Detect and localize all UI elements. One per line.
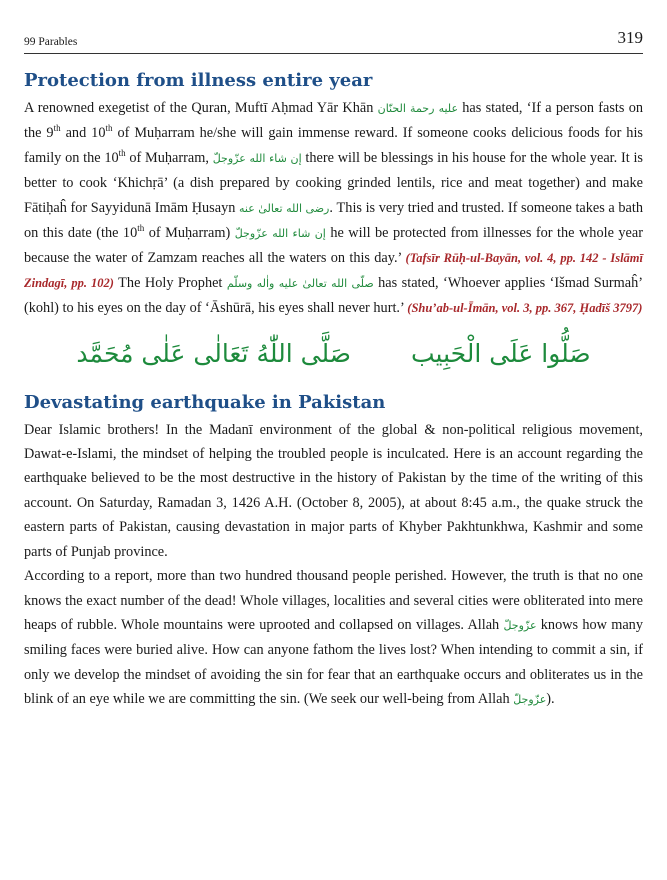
superscript: th (137, 223, 145, 234)
citation: (Tafsīr Rūḥ-ul-Bayān, vol. 4, pp. 142 - Islāmī Zindagī, pp. 102) (24, 251, 643, 290)
text: of Muḥarram, (125, 149, 213, 166)
arabic-supplication: إن شاء الله عزّوجلّ (212, 151, 302, 165)
running-header (24, 28, 643, 54)
page-content (24, 70, 643, 713)
text: . This is very tried and trusted. If someone takes a bath on this date (the 10 (24, 199, 643, 242)
salat-calligraphy (24, 339, 643, 368)
paragraph-earthquake-1: Dear Islamic brothers! In the Madanī environment of the global & non-political religious movement, Dawat-e-Islami, the mindset of helping the troubled people is inculcated. Here is an account regarding the earthquake believed to be the most destructive in the history of Pakistan by the time of the writing of this account. On Saturday, Ramadan 3, 1426 A.H. (October 8, 2005), at about 8:45 a.m., the quake struck the eastern parts of Pakistan, causing devastation in major parts of Khyber Pakhtunkhwa, Kashmir and some parts of Punjab province. (24, 421, 643, 560)
text: he will be protected from illnesses for the whole year because the water of Zamzam reaches all the waters on this day.’ (24, 225, 644, 267)
text: ). (546, 691, 555, 708)
arabic-supplication: عزّوجلّ (513, 693, 547, 707)
page-number: 319 (617, 28, 643, 47)
section-heading-earthquake: Devastating earthquake in Pakistan (24, 391, 386, 413)
text: has stated, ‘If a person fasts on the 9 (24, 100, 644, 142)
arabic-supplication: رضی الله تعالیٰ عنه (238, 201, 330, 215)
paragraph-protection (24, 96, 643, 321)
paragraph-earthquake-2 (24, 564, 643, 712)
text: and 10 (60, 125, 106, 142)
text: The Holy Prophet (113, 274, 227, 291)
text: A renowned exegetist of the Quran, Muftī Aḥmad Yār Khān (24, 100, 378, 116)
salat-text-right: صَلُّوا عَلَى الْحَبِيب (410, 338, 591, 368)
arabic-supplication: صلّى الله تعالیٰ علیه واٰله وسلّم (226, 276, 374, 290)
arabic-supplication: إن شاء الله عزّوجلّ (234, 227, 326, 241)
text: there will be blessings in his house for the whole year. It is better to cook ‘Khichṛā’ (a dish prepared by cooking grinded lentils, rice and meat together) and make Fātiḥaĥ for Sayyidunā Imām Ḥusayn (24, 149, 643, 216)
text: of Muḥarram he/she will gain immense reward. If someone cooks delicious foods for his family on the 10 (24, 125, 643, 166)
superscript: th (118, 148, 126, 159)
text: has stated, ‘Whoever applies ‘Išmad Surmaĥ’ (kohl) to his eyes on the day of ‘Āshūrā, his eyes shall never hurt.’ (24, 274, 644, 317)
arabic-supplication: عليه رحمة الحنّان (377, 102, 459, 115)
text: According to a report, more than two hundred thousand people perished. However, the truth is that no one knows the exact number of the dead! Whole villages, localities and several cities were obliterated into mere heaps of rubble. Whole mountains were uprooted and collapsed on villages. Allah (24, 568, 643, 633)
arabic-supplication: عزّوجلّ (503, 618, 537, 632)
citation: (Shu’ab-ul-Īmān, vol. 3, pp. 367, Ḥadīš 3797) (407, 301, 643, 316)
salat-text-left: صَلَّى اللّٰهُ تَعَالٰى عَلٰى مُحَمَّد (76, 338, 351, 368)
section-heading-protection: Protection from illness entire year (24, 70, 373, 91)
book-title: 99 Parables (24, 36, 78, 48)
text: knows how many smiling faces were buried alive. How can anyone fathom the lives lost? When intending to commit a sin, if only we develop the mindset of avoiding the sin for fear that an earthquake occurs and obliterates us in the blink of an eye while we are committing the sin. (We seek our well-being from Allah (24, 616, 643, 708)
text: of Muḥarram) (144, 225, 235, 242)
superscript: th (105, 123, 113, 134)
superscript: th (53, 123, 61, 134)
